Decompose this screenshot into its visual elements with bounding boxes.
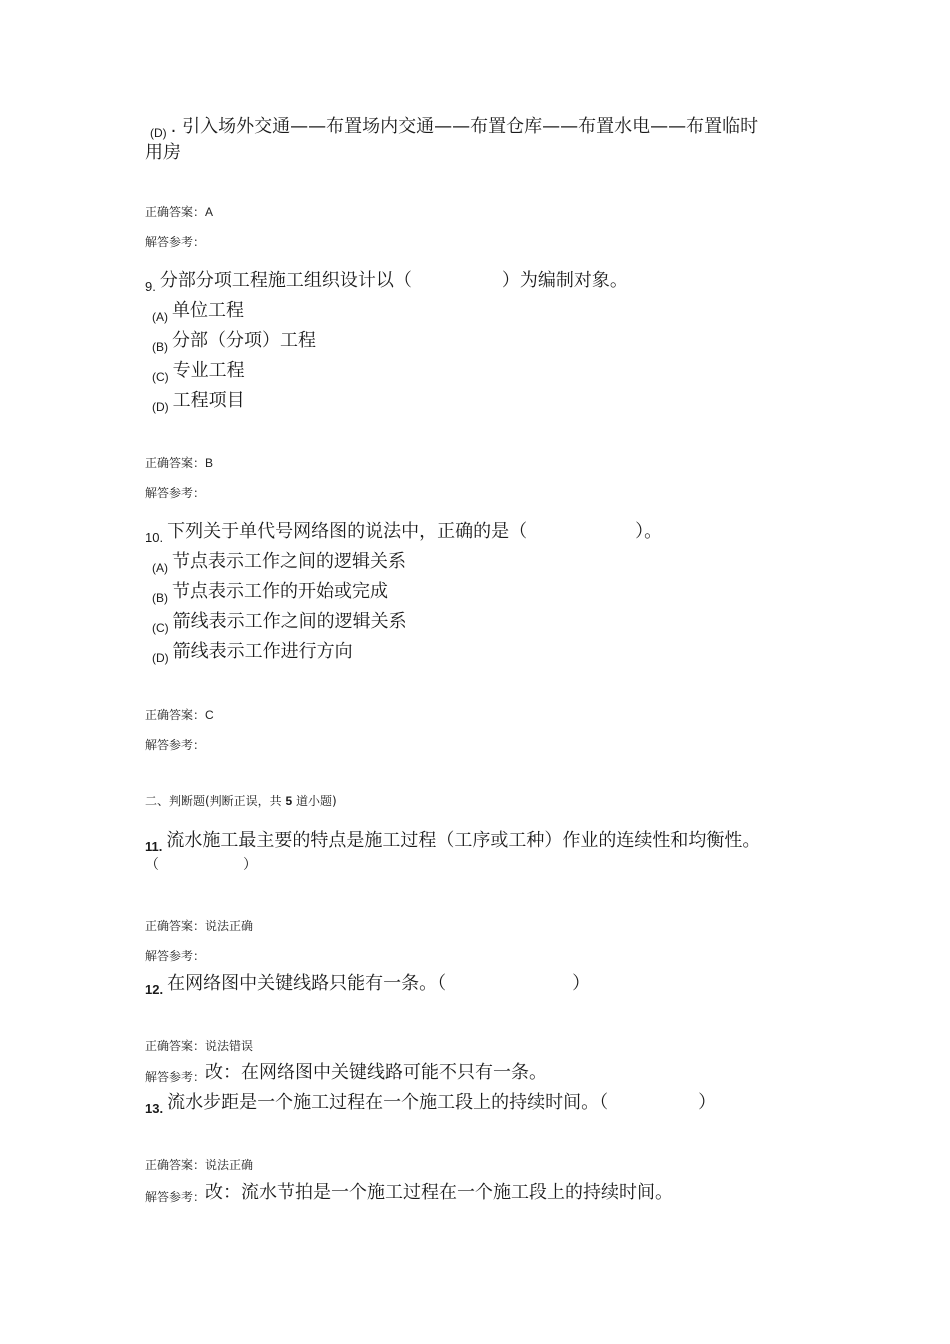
q9-option-a [152, 300, 244, 323]
option-text: 箭线表示工作之间的逻辑关系 [172, 611, 407, 632]
answer-label: 正确答案： [145, 708, 206, 722]
q12-reference [145, 1062, 547, 1084]
option-text: 箭线表示工作进行方向 [172, 641, 353, 662]
option-label: (B) [152, 340, 168, 354]
answer-value: C [205, 708, 214, 722]
q11-stem-continued: （ ） [145, 857, 257, 873]
option-label: (D) [150, 126, 167, 140]
answer-value: 说法正确 [205, 919, 254, 933]
option-text: 专业工程 [172, 360, 245, 381]
q13-stem [145, 1092, 716, 1115]
option-text: 分部（分项）工程 [172, 330, 316, 351]
q10-option-b [152, 581, 388, 604]
option-text: 工程项目 [172, 390, 245, 411]
q9-option-b [152, 330, 316, 353]
question-number: 12. [145, 982, 164, 997]
q11-answer [145, 918, 253, 934]
question-number: 13. [145, 1101, 164, 1116]
q9-option-c [152, 360, 245, 383]
q13-answer [145, 1157, 253, 1173]
answer-label: 正确答案： [145, 1039, 206, 1053]
option-text: 节点表示工作之间的逻辑关系 [172, 551, 406, 572]
question-text: 分部分项工程施工组织设计以（ ）为编制对象。 [159, 270, 628, 291]
option-label: (C) [152, 621, 169, 635]
answer-value: A [205, 205, 214, 219]
section-heading [145, 793, 337, 809]
option-label: (C) [152, 370, 169, 384]
reference-label: 解答参考： [145, 1070, 206, 1084]
option-text: 单位工程 [172, 300, 244, 321]
q10-stem [145, 521, 662, 544]
reference-text: 改：在网络图中关键线路可能不只有一条。 [205, 1062, 548, 1083]
option-label: (D) [152, 400, 169, 414]
q11-reference-label: 解答参考： [145, 949, 206, 963]
q9-answer [145, 455, 213, 471]
q12-answer [145, 1038, 253, 1054]
option-label: (B) [152, 591, 168, 605]
q9-option-d [152, 390, 245, 413]
q10-option-a [152, 551, 406, 574]
answer-label: 正确答案： [145, 1158, 206, 1172]
reference-text: 改：流水节拍是一个施工过程在一个施工段上的持续时间。 [205, 1182, 674, 1203]
answer-label: 正确答案： [145, 456, 206, 470]
q10-option-c [152, 611, 407, 634]
q8-option-d-continued: 用房 [145, 142, 181, 163]
q13-reference [145, 1182, 673, 1204]
q10-reference-label: 解答参考： [145, 738, 206, 752]
option-text: 节点表示工作的开始或完成 [172, 581, 388, 602]
option-label: (A) [152, 310, 168, 324]
section-question-count: 5 [285, 794, 293, 808]
answer-label: 正确答案： [145, 205, 206, 219]
option-label: (D) [152, 651, 169, 665]
answer-value: 说法正确 [205, 1158, 254, 1172]
question-number: 9. [145, 279, 156, 294]
answer-value: B [205, 456, 214, 470]
question-text: 流水施工最主要的特点是施工过程（工序或工种）作业的连续性和均衡性。 [166, 830, 761, 851]
section-heading-suffix: 道小题) [292, 794, 337, 808]
answer-value: 说法错误 [205, 1039, 254, 1053]
option-label: (A) [152, 561, 168, 575]
question-number: 11. [145, 839, 163, 854]
q8-reference-label: 解答参考： [145, 235, 206, 249]
q11-stem [145, 830, 760, 853]
q10-answer [145, 707, 214, 723]
section-heading-prefix: 二、判断题(判断正误，共 [145, 794, 286, 808]
q8-option-d [150, 116, 758, 139]
q9-stem [145, 270, 628, 293]
option-text: . 引入场外交通——布置场内交通——布置仓库——布置水电——布置临时 [170, 116, 759, 137]
question-text: 在网络图中关键线路只能有一条。（ ） [167, 973, 591, 994]
answer-label: 正确答案： [145, 919, 206, 933]
question-number: 10. [145, 530, 164, 545]
reference-label: 解答参考： [145, 1190, 206, 1204]
q8-answer [145, 204, 213, 220]
question-text: 流水步距是一个施工过程在一个施工段上的持续时间。（ ） [167, 1092, 717, 1113]
q9-reference-label: 解答参考： [145, 486, 206, 500]
q10-option-d [152, 641, 353, 664]
question-text: 下列关于单代号网络图的说法中，正确的是（ ）。 [167, 521, 663, 542]
q12-stem [145, 973, 590, 996]
